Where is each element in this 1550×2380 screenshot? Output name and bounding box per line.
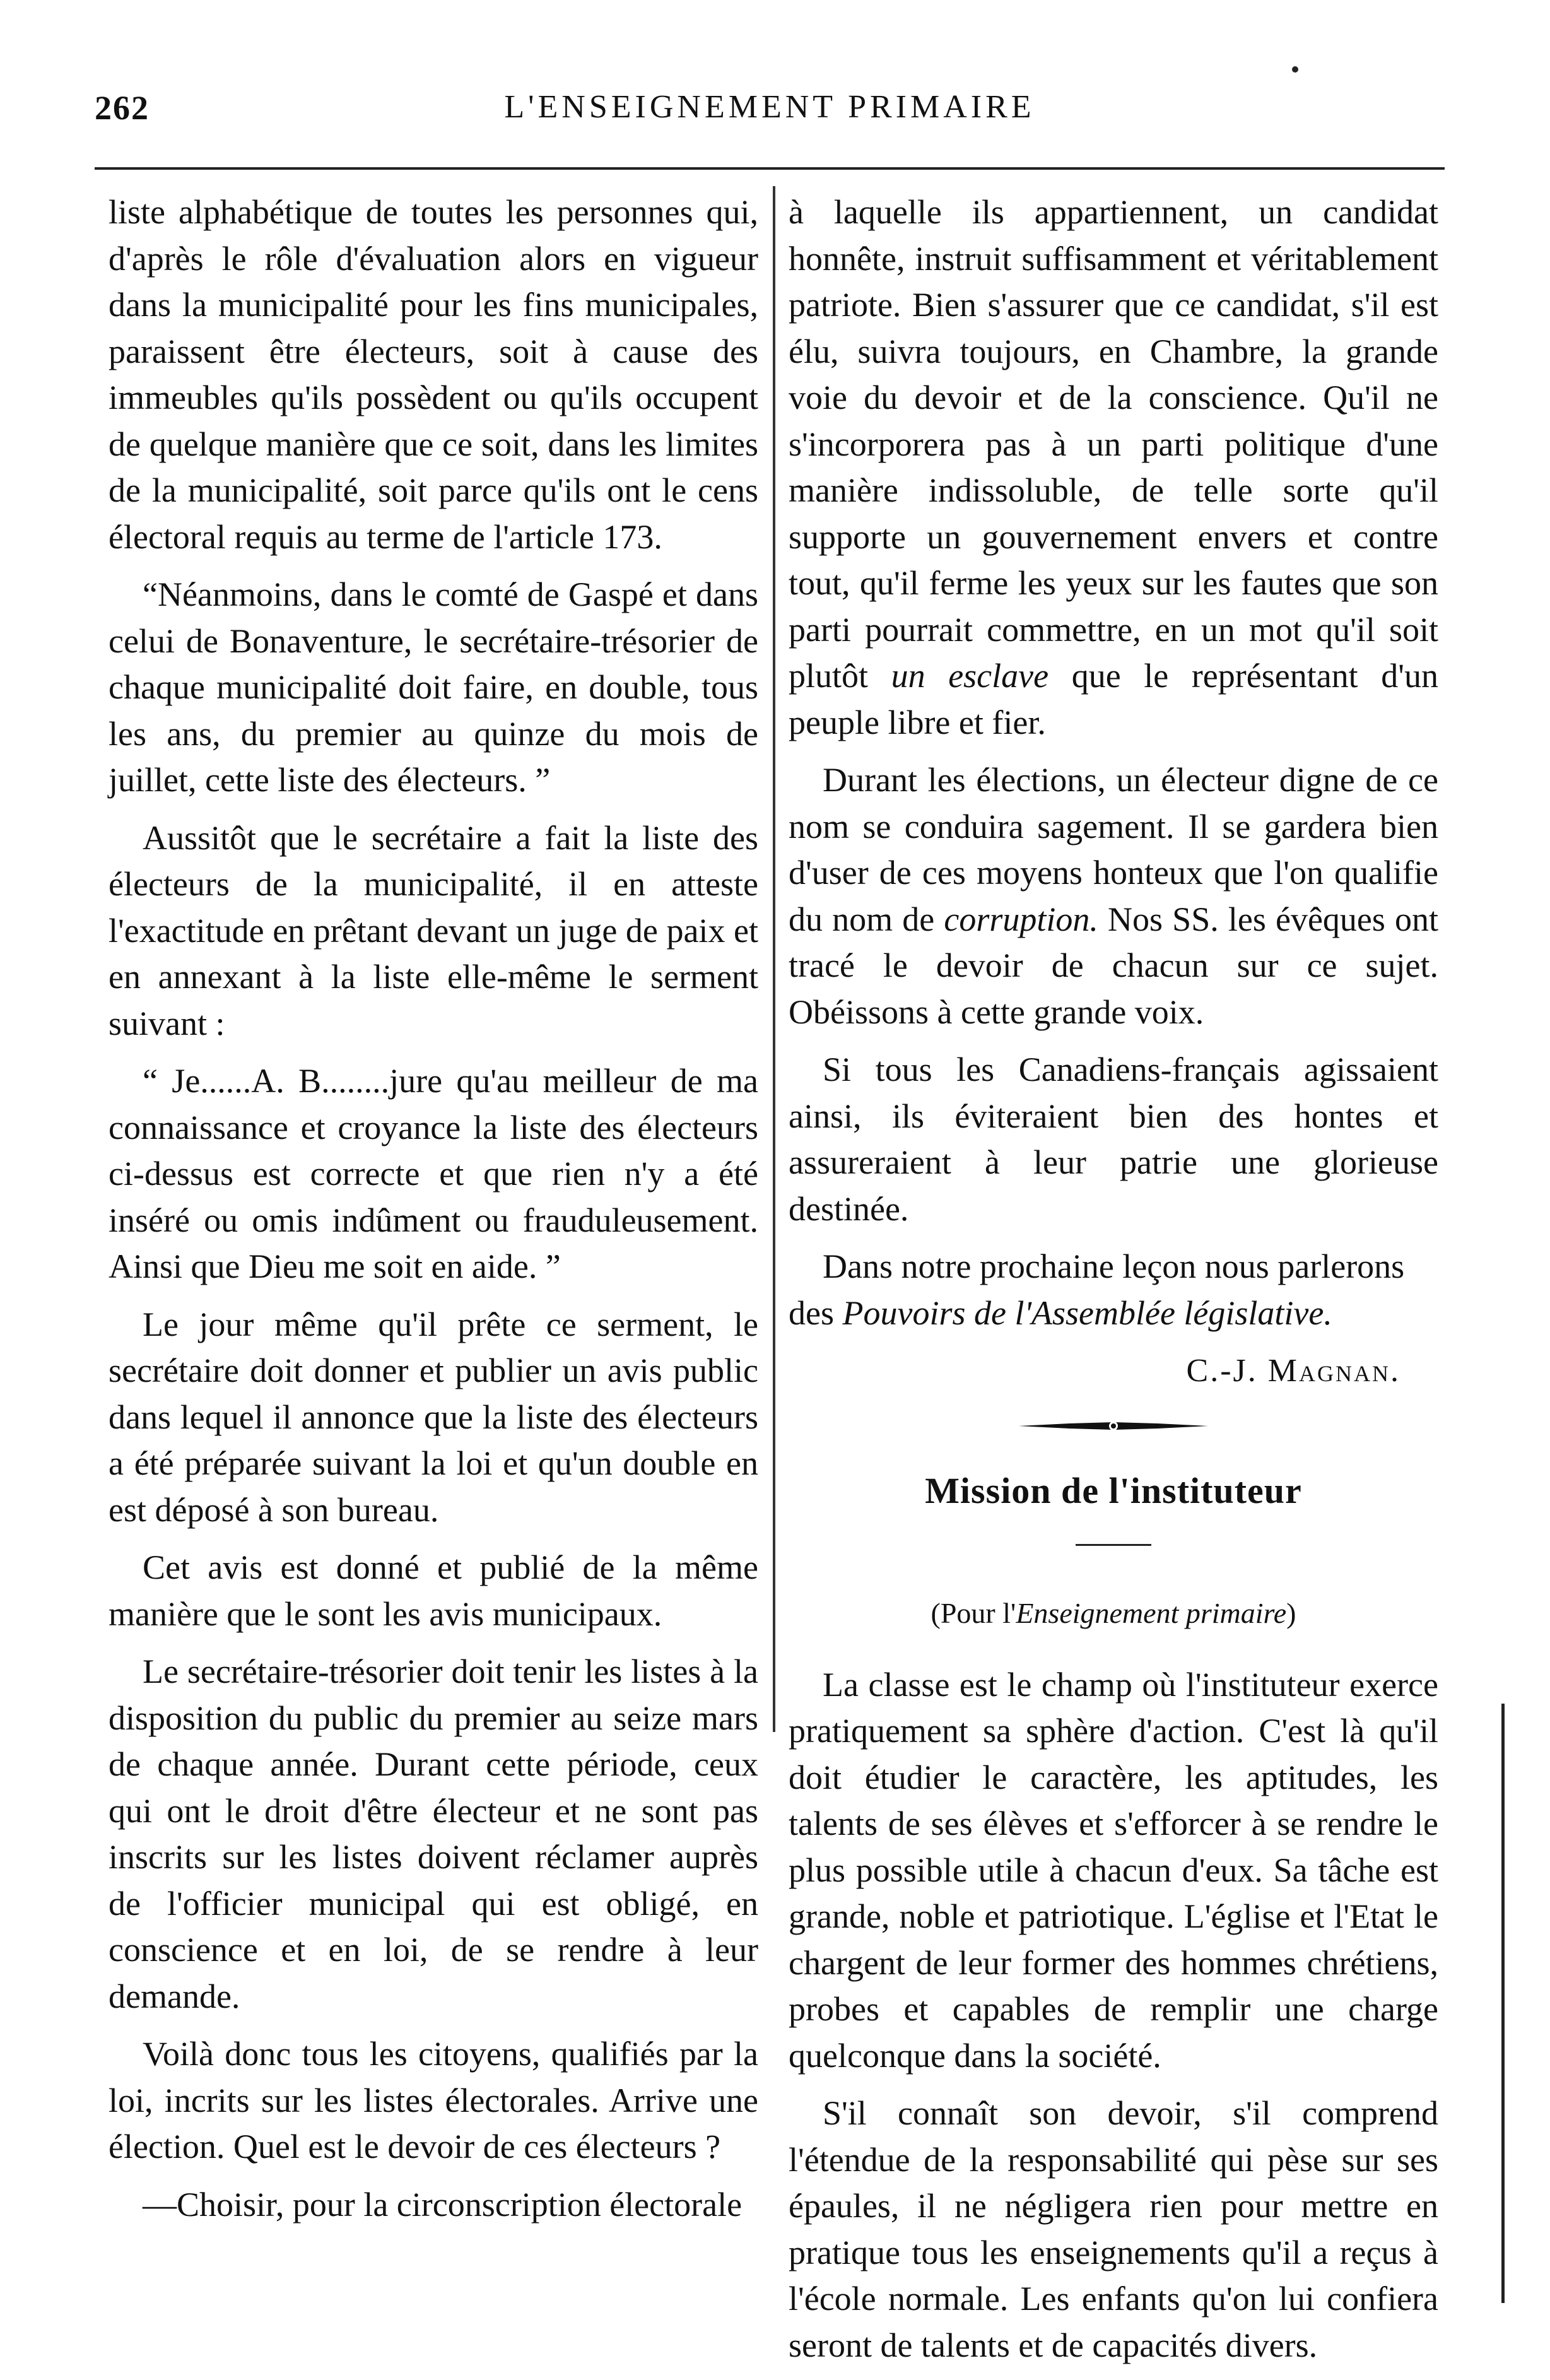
author-signature xyxy=(789,1348,1400,1394)
emphasis-text: un esclave xyxy=(891,657,1049,695)
paragraph: La classe est le champ où l'instituteur exerce pratiquement sa sphère d'action. C'est là qu'il doit étudier le caractère, les aptitudes, les talents de ses élèves et s'efforcer à se rendre le plus possible utile à chacun d'eux. Sa tâche est grande, noble et patriotique. L'église et l'Etat le chargent de leur former des hommes chrétiens, probes et capables de remplir une charge quelconque dans la société. xyxy=(789,1665,1438,2075)
paragraph-text: que le représentant d'un peuple libre et fier. xyxy=(789,657,1438,741)
byline-prefix: (Pour l' xyxy=(931,1597,1016,1629)
author-initials: C.-J. xyxy=(1186,1353,1258,1389)
ornament-divider xyxy=(789,1420,1438,1432)
title-rule xyxy=(1076,1544,1151,1546)
ink-dot xyxy=(1292,66,1298,73)
paragraph: Si tous les Canadiens-français agissaient ainsi, ils éviteraient bien des hontes et assureraient à leur patrie une glorieuse destinée. xyxy=(789,1051,1438,1228)
paragraph xyxy=(789,189,1438,746)
article-title: Mission de l'instituteur xyxy=(925,1470,1302,1511)
byline xyxy=(789,1590,1438,1637)
paragraph: Cet avis est donné et publié de la même manière que le sont les avis municipaux. xyxy=(109,1548,758,1633)
page-number: 262 xyxy=(95,89,150,127)
paragraph: Le secrétaire-trésorier doit tenir les listes à la disposition du public du premier au seize mars de chaque année. Durant cette période, ceux qui ont le droit d'être électeur et ne sont pas inscrits sur les listes doivent réclamer auprès de l'officier municipal qui est obligé, en conscience et en loi, de se rendre à leur demande. xyxy=(109,1652,758,2015)
page-edge-mark xyxy=(1501,1704,1505,2303)
journal-title: L'ENSEIGNEMENT PRIMAIRE xyxy=(504,89,1035,125)
paragraph-text: Dans notre prochaine leçon nous parlerons des xyxy=(789,1247,1405,1332)
paragraph xyxy=(789,757,1438,1035)
right-column xyxy=(789,189,1438,2380)
paragraph: S'il connaît son devoir, s'il comprend l'étendue de la responsabilité qui pèse sur ses épaules, il ne négligera rien pour mettre en pratique tous les enseignements qu'il a reçus à l'école normale. Les enfants qu'on lui confiera seront de talents et de capacités divers. xyxy=(789,2094,1438,2364)
paragraph-text: à laquelle ils appartiennent, un candidat honnête, instruit suffisamment et véritablement patriote. Bien s'assurer que ce candidat, s'il est élu, suivra toujours, en Chambre, la grande voie du devoir et de la conscience. Qu'il ne s'incorporera pas à un parti politique d'une manière indissoluble, de telle sorte qu'il supporte un gouvernement envers et contre tout, qu'il ferme les yeux sur les fautes que son parti pourrait commettre, en un mot qu'il soit plutôt xyxy=(789,193,1438,695)
paragraph: “Néanmoins, dans le comté de Gaspé et dans celui de Bonaventure, le secrétaire-trésorier de chaque municipalité doit faire, en double, tous les ans, du premier au quinze du mois de juillet, cette liste des électeurs. ” xyxy=(109,575,758,799)
paragraph: Voilà donc tous les citoyens, qualifiés par la loi, incrits sur les listes électorales. Arrive une élection. Quel est le devoir de ces électeurs ? xyxy=(109,2035,758,2165)
paragraph-text: Nos SS. les évêques ont tracé le devoir de chacun sur ce sujet. Obéissons à cette grande voix. xyxy=(789,900,1439,1031)
emphasis-text: corruption. xyxy=(944,900,1098,938)
running-header xyxy=(95,88,1445,139)
paragraph: liste alphabétique de toutes les personnes qui, d'après le rôle d'évaluation alors en vigueur dans la municipalité pour les fins municipales, paraissent être électeurs, soit à cause des immeubles qu'ils possèdent ou qu'ils occupent de quelque manière que ce soit, dans les limites de la municipalité, soit parce qu'ils ont le cens électoral requis au terme de l'article 173. xyxy=(109,193,758,556)
paragraph: —Choisir, pour la circonscription électorale xyxy=(143,2185,743,2224)
paragraph: Aussitôt que le secrétaire a fait la liste des électeurs de la municipalité, il en atteste l'exactitude en prêtant devant un juge de paix et en annexant à la liste elle-même le serment suivant : xyxy=(109,818,758,1042)
paragraph-text: Durant les élections, un électeur digne de ce nom se conduira sagement. Il se gardera bien d'user de ces moyens honteux que l'on qualifie du nom de xyxy=(789,761,1438,938)
author-name: Magnan. xyxy=(1267,1353,1400,1389)
oath-paragraph: “ Je......A. B........jure qu'au meilleur de ma connaissance et croyance la liste des électeurs ci-dessus est correcte et que rien n'y a été inséré ou omis indûment ou frauduleusement. Ainsi que Dieu me soit en aide. ” xyxy=(109,1062,758,1285)
byline-source: Enseignement primaire xyxy=(1016,1597,1287,1629)
header-rule xyxy=(95,167,1445,170)
emphasis-text: Pouvoirs de l'Assemblée législative. xyxy=(842,1293,1332,1332)
byline-suffix: ) xyxy=(1286,1597,1296,1629)
ornament-rule-icon xyxy=(1019,1420,1208,1432)
paragraph xyxy=(789,1244,1438,1336)
paragraph: Le jour même qu'il prête ce serment, le secrétaire doit donner et publier un avis public dans lequel il annonce que la liste des électeurs a été préparée suivant la loi et qu'un double en est déposé à son bureau. xyxy=(109,1305,758,1529)
left-column xyxy=(109,189,758,2239)
column-divider xyxy=(773,186,775,1732)
